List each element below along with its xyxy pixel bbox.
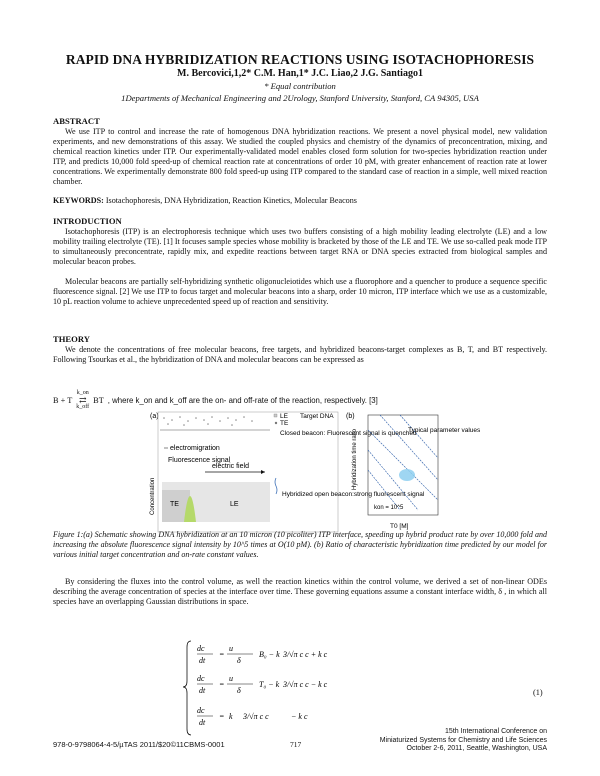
theory-heading: THEORY	[53, 334, 90, 344]
figure-graphic	[150, 410, 481, 535]
keywords-line	[53, 196, 547, 206]
intro-paragraph-2: Molecular beacons are partially self-hybridizing synthetic oligonucleiotides which use a fluorophore and a quencher to produce a sequence specific fluorescence signal. [2] We use ITP to focus target and molecular beacons into a sharp, order 10 micron, ITP interface which we use as a customizable, 10 pL reaction volume to achieve unprecedented speed up of reaction and sensitivity.	[53, 277, 547, 307]
koff-label: k_off	[76, 404, 90, 410]
equation-reactants: B + T	[53, 395, 73, 405]
svg-text:3/√π c c: 3/√π c c	[243, 712, 269, 721]
concentration-axis-label: Concentration	[150, 477, 156, 515]
author-list: M. Bercovici,1,2* C.M. Han,1* J.C. Liao,2 J.G. Santiago1	[177, 68, 423, 79]
conference-line-2: Miniaturized Systems for Chemistry and Life Sciences	[379, 736, 547, 744]
kon-contour-label: kon = 10^5	[374, 505, 404, 511]
keywords-text: Isotachophoresis, DNA Hybridization, Reaction Kinetics, Molecular Beacons	[103, 196, 357, 205]
svg-text:dc: dc	[197, 674, 205, 683]
double-arrow-icon: ⇄	[78, 395, 87, 405]
electromigration-label: electromigration	[170, 445, 220, 452]
fluorescence-signal-label: Fluorescence signal	[168, 457, 231, 464]
svg-text:B₀ − k: B₀ − k	[259, 650, 280, 659]
svg-text:δ: δ	[237, 686, 241, 695]
equation-product: BT	[93, 395, 104, 405]
panel-b-label: (b)	[346, 413, 355, 420]
ode-brace	[183, 641, 191, 735]
panel-b-x-axis-label: T0 [M]	[390, 523, 409, 530]
closed-beacon-text: Closed beacon: Fluorescent signal is quenched	[280, 430, 417, 437]
svg-text:− k c: − k c	[291, 712, 308, 721]
svg-text:δ: δ	[237, 656, 241, 665]
svg-text:T₀ − k: T₀ − k	[259, 680, 280, 689]
svg-text:3/√π c c − k c: 3/√π c c − k c	[283, 680, 328, 689]
figure-caption: Figure 1:(a) Schematic showing DNA hybridization at an 10 micron (10 picoliter) ITP interface, speeding up hybrid product rate by over 10,000 fold and increasing the absolute fluorescence signal intensity by 10^5 times at O(10 pM). (b) Ratio of characteristic hybridization time predicted by our model for various initial target concentration and on-rate constant values.	[53, 530, 547, 559]
svg-text:dc: dc	[197, 706, 205, 715]
svg-text:u: u	[229, 644, 233, 653]
footer-isbn: 978-0-9798064-4-5/µTAS 2011/$20©11CBMS-0001	[53, 740, 225, 749]
open-beacon-text: Hybridized open beacon:strong fluorescent signal	[282, 491, 425, 498]
te-particles	[163, 416, 253, 426]
electric-field-label: electric field	[212, 463, 249, 470]
abstract-heading: ABSTRACT	[53, 116, 100, 126]
page-number: 717	[290, 740, 302, 749]
open-beacon-icon	[275, 478, 277, 494]
theory-paragraph-2: By considering the fluxes into the control volume, as well the reaction kinetics within the control volume, we derived a set of non-linear ODEs describing the average concentration of species at the interface over time. These governing equations assume a constant interface width, δ , in which all species have an overlapping Gaussian distributions in space.	[53, 577, 547, 607]
paper-title: RAPID DNA HYBRIDIZATION REACTIONS USING ISOTACHOPHORESIS	[65, 52, 535, 67]
ode-system	[185, 637, 445, 737]
svg-text:dt: dt	[199, 656, 206, 665]
svg-text:=: =	[219, 712, 225, 721]
conference-line-3: October 2-6, 2011, Seattle, Washington, USA	[406, 745, 547, 753]
svg-text:dt: dt	[199, 686, 206, 695]
keywords-heading: KEYWORDS:	[53, 196, 104, 205]
svg-text:dc: dc	[197, 644, 205, 653]
svg-text:=: =	[219, 650, 225, 659]
legend-target: Target DNA	[300, 413, 334, 420]
affiliation: 1Departments of Mechanical Engineering and 2Urology, Stanford University, Stanford, CA 94305, USA	[121, 93, 479, 103]
ode-equations	[197, 644, 328, 727]
figure-1	[150, 410, 481, 530]
introduction-heading: INTRODUCTION	[53, 216, 122, 226]
panel-b-y-axis-label: Hybridization time ratio	[352, 428, 358, 490]
le-region-label: LE	[230, 501, 239, 508]
field-arrow-head-icon	[261, 470, 265, 474]
equation-description: , where k_on and k_off are the on- and off-rate of the reaction, respectively. [3]	[107, 395, 378, 405]
legend-te: TE	[280, 420, 289, 427]
intro-paragraph-1: Isotachophoresis (ITP) is an electrophoresis technique which uses two buffers consisting of a high mobility leading electrolyte (LE) and a low mobility trailing electrolyte (TE). [1] It focuses sample species whose mobility is bracketed by those of the LE and TE. We use so-called peak mode ITP to simultaneously preconcentrate, rapidly mix, and expedite reactions between target RNA or DNA species extracted from biological samples and molecular beacon probes.	[53, 227, 547, 267]
reaction-equation	[53, 390, 547, 410]
panel-a-label: (a)	[150, 413, 159, 420]
open-beacon-legend	[275, 478, 425, 498]
equation-number: (1)	[533, 688, 543, 697]
svg-text:dt: dt	[199, 718, 206, 727]
legend-le: LE	[280, 413, 288, 420]
equal-contribution-note: * Equal contribution	[264, 81, 336, 91]
svg-text:k: k	[229, 712, 233, 721]
equilibrium-arrow	[76, 390, 89, 410]
svg-text:u: u	[229, 674, 233, 683]
svg-text:=: =	[219, 680, 225, 689]
abstract-text: We use ITP to control and increase the rate of homogenous DNA hybridization reactions. We present a novel physical model, new validation experiments, and new demonstrations of this assay. We studied the coupled physics and chemistry of the dynamics of preconcentration, mixing, and chemical reaction kinetics under ITP. Our experimentally-validated model enables closed form solution for two-species hybridization reaction under ITP, and predicts 10,000 fold speed-up of chemical reaction rate at concentrations of order 10 pM, with greater enhancement of reaction rate at lower concentrations. We experimentally demonstrate 800 fold speed-up using ITP compared to the standard case of reaction in a simple, well mixed reaction chamber.	[53, 127, 547, 187]
conference-line-1: 15th International Conference on	[445, 728, 547, 735]
theory-paragraph-1: We denote the concentrations of free molecular beacons, free targets, and hybridized beacons-target complexes as B, T, and BT respectively. Following Tsourkas et al., the hybridization of DNA and molecular beacons can be expressed as	[53, 345, 547, 365]
kon-label: k_on	[76, 390, 89, 396]
typical-values-label: Typical parameter values	[408, 427, 481, 434]
typical-values-region	[399, 469, 415, 481]
svg-text:3/√π c c + k c: 3/√π c c + k c	[283, 650, 328, 659]
footer-conference	[327, 728, 547, 754]
te-region-label: TE	[170, 501, 179, 508]
